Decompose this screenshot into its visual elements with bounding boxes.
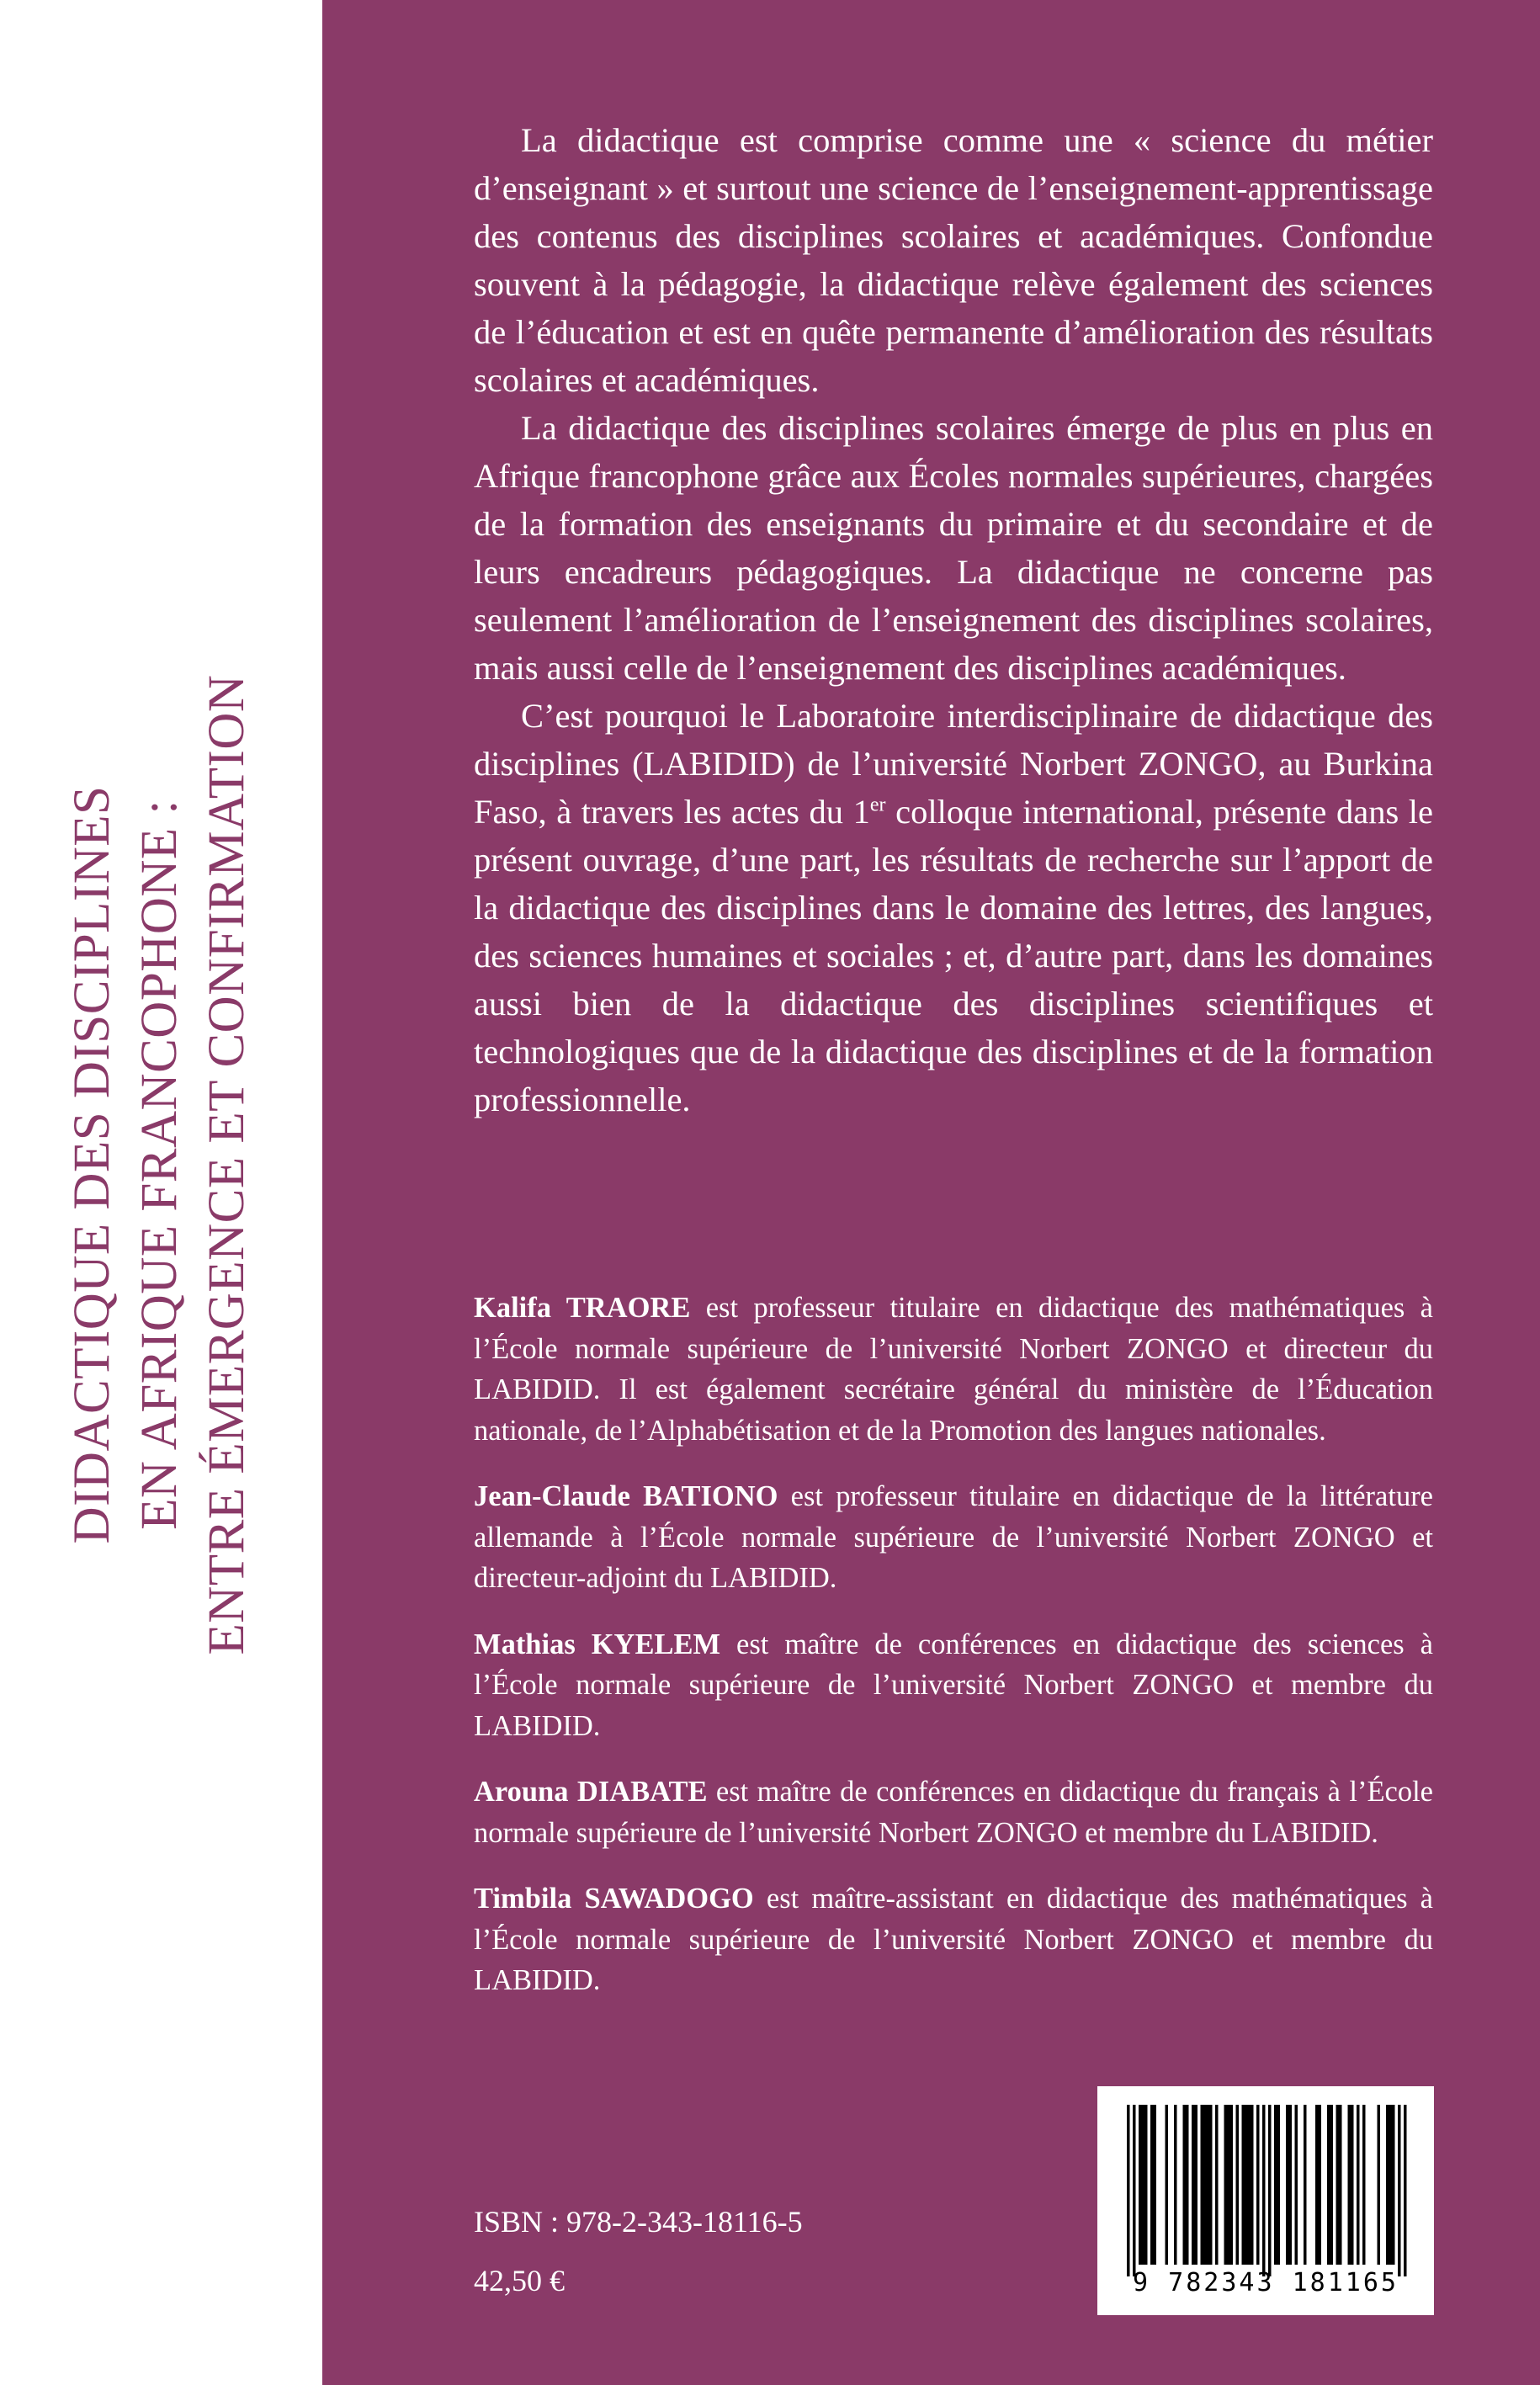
- price: 42,50 €: [474, 2264, 565, 2297]
- ordinal-superscript: er: [869, 794, 886, 816]
- barcode-bar: [1277, 2105, 1281, 2265]
- barcode-bar: [1203, 2105, 1207, 2265]
- barcode-bar: [1150, 2105, 1154, 2265]
- author-name: Kalifa TRAORE: [474, 1292, 691, 1324]
- barcode-bar: [1351, 2105, 1354, 2265]
- author-bio: [474, 1476, 1433, 1599]
- spine-title-line-1: DIDACTIQUE DES DISCIPLINES: [64, 785, 120, 1544]
- author-name: Jean-Claude BATIONO: [474, 1480, 778, 1512]
- barcode-bar: [1262, 2105, 1266, 2276]
- barcode-bar: [1245, 2105, 1248, 2265]
- author-bio: [474, 1878, 1433, 2001]
- barcode-bar: [1389, 2105, 1393, 2265]
- barcode-bar: [1183, 2105, 1187, 2265]
- barcode-bar: [1295, 2105, 1298, 2265]
- barcode-bar: [1201, 2105, 1204, 2265]
- author-bio: [474, 1288, 1433, 1451]
- barcode-bar: [1339, 2105, 1342, 2265]
- barcode-bar: [1404, 2105, 1407, 2276]
- author-bio-text: est maître de conférences en didactique du français à l’École normale supérieure de l’université Norbert ZONGO et membre du LABIDID.: [474, 1776, 1433, 1849]
- barcode-bar: [1127, 2105, 1130, 2276]
- barcode-bar: [1154, 2105, 1157, 2265]
- spine-title-line-2: EN AFRIQUE FRANCOPHONE :: [131, 799, 188, 1530]
- author-bio-text: est professeur titulaire en didactique des mathématiques à l’École normale supérieure de l’université Norbert ZONGO et directeur du LABIDID. Il est également secrétaire général du ministère de l’Éducation nationale, de l’Alphabétisation et de la Promotion des langues nationales.: [474, 1292, 1433, 1447]
- barcode-bar: [1207, 2105, 1210, 2265]
- barcode-bar: [1319, 2105, 1322, 2265]
- barcode-bar: [1274, 2105, 1277, 2265]
- summary-paragraph-3-start: C’est pourquoi le Laboratoire interdisciplinaire de didactique des disciplines (LABIDID) de l’université Norbert ZONGO, au Burkina Faso, à travers les actes du 1: [474, 697, 1433, 831]
- author-name: Timbila SAWADOGO: [474, 1883, 754, 1915]
- barcode: [1097, 2086, 1434, 2315]
- barcode-bar: [1215, 2105, 1219, 2265]
- summary-paragraph-3-end: colloque international, présente dans le présent ouvrage, d’une part, les résultats de recherche sur l’apport de la didactique des disciplines dans le domaine des lettres, des langues, des sciences humaines et sociales ; et, d’autre part, dans les domaines aussi bien de la didactique des disciplines scientifiques et technologiques que de la didactique des disciplines et de la formation professionnelle.: [474, 793, 1433, 1118]
- barcode-bar: [1227, 2105, 1230, 2265]
- barcode-bar: [1378, 2105, 1381, 2265]
- barcode-bar: [1224, 2105, 1228, 2265]
- barcode-bar: [1392, 2105, 1395, 2265]
- author-bio-text: est maître de conférences en didactique des sciences à l’École normale supérieure de l’université Norbert ZONGO et membre du LABIDID.: [474, 1628, 1433, 1742]
- barcode-bar: [1256, 2105, 1260, 2265]
- spine-title-line-3: ENTRE ÉMERGENCE ET CONFIRMATION: [199, 674, 255, 1655]
- spine-title: [59, 424, 261, 1905]
- barcode-bar: [1286, 2105, 1289, 2265]
- author-bios: [474, 1288, 1433, 2026]
- barcode-bar: [1166, 2105, 1169, 2265]
- barcode-bar: [1327, 2105, 1330, 2265]
- barcode-bar: [1174, 2105, 1177, 2265]
- barcode-bar: [1289, 2105, 1293, 2265]
- barcode-bar: [1142, 2105, 1145, 2265]
- barcode-bar: [1133, 2105, 1136, 2276]
- isbn: ISBN : 978-2-343-18116-5: [474, 2205, 803, 2239]
- author-name: Mathias KYELEM: [474, 1628, 721, 1660]
- barcode-bar: [1268, 2105, 1272, 2276]
- barcode-bar: [1248, 2105, 1251, 2265]
- summary-paragraph-3: [474, 692, 1433, 1123]
- barcode-bar: [1398, 2105, 1401, 2276]
- barcode-bar: [1230, 2105, 1234, 2265]
- barcode-bar: [1362, 2105, 1366, 2265]
- barcode-bar: [1209, 2105, 1213, 2265]
- author-bio: [474, 1771, 1433, 1853]
- barcode-bar: [1348, 2105, 1351, 2265]
- barcode-bar: [1330, 2105, 1334, 2265]
- summary-text: [474, 116, 1433, 1123]
- barcode-digits: 9 782343 181165: [1133, 2268, 1399, 2297]
- barcode-bar: [1192, 2105, 1195, 2265]
- summary-paragraph-1: La didactique est comprise comme une « science du métier d’enseignant » et surtout une science de l’enseignement-apprentissage des contenus des disciplines scolaires et académiques. Confondue souvent à la pédagogie, la didactique relève également des sciences de l’éducation et est en quête permanente d’amélioration des résultats scolaires et académiques.: [474, 121, 1433, 399]
- barcode-bar: [1251, 2105, 1254, 2265]
- barcode-bar: [1336, 2105, 1340, 2265]
- barcode-bar: [1139, 2105, 1142, 2265]
- barcode-bar: [1304, 2105, 1307, 2265]
- barcode-bar: [1144, 2105, 1148, 2265]
- author-bio-text: est maître-assistant en didactique des mathématiques à l’École normale supérieure de l’université Norbert ZONGO et membre du LABIDID.: [474, 1883, 1433, 1996]
- author-bio-text: est professeur titulaire en didactique de la littérature allemande à l’École normale supérieure de l’université Norbert ZONGO et directeur-adjoint du LABIDID.: [474, 1480, 1433, 1594]
- barcode-bar: [1315, 2105, 1319, 2265]
- summary-paragraph-2: La didactique des disciplines scolaires émerge de plus en plus en Afrique francophone grâce aux Écoles normales supérieures, chargées de la formation des enseignants du primaire et du secondaire et de leurs encadreurs pédagogiques. La didactique ne concerne pas seulement l’amélioration de l’enseignement des disciplines scolaires, mais aussi celle de l’enseignement des disciplines académiques.: [474, 409, 1433, 687]
- barcode-bar: [1357, 2105, 1360, 2265]
- author-bio: [474, 1624, 1433, 1747]
- barcode-bar: [1242, 2105, 1245, 2265]
- barcode-bar: [1386, 2105, 1389, 2265]
- author-name: Arouna DIABATE: [474, 1776, 708, 1808]
- barcode-bar: [1195, 2105, 1198, 2265]
- barcode-bar: [1186, 2105, 1189, 2265]
- barcode-bar: [1236, 2105, 1240, 2265]
